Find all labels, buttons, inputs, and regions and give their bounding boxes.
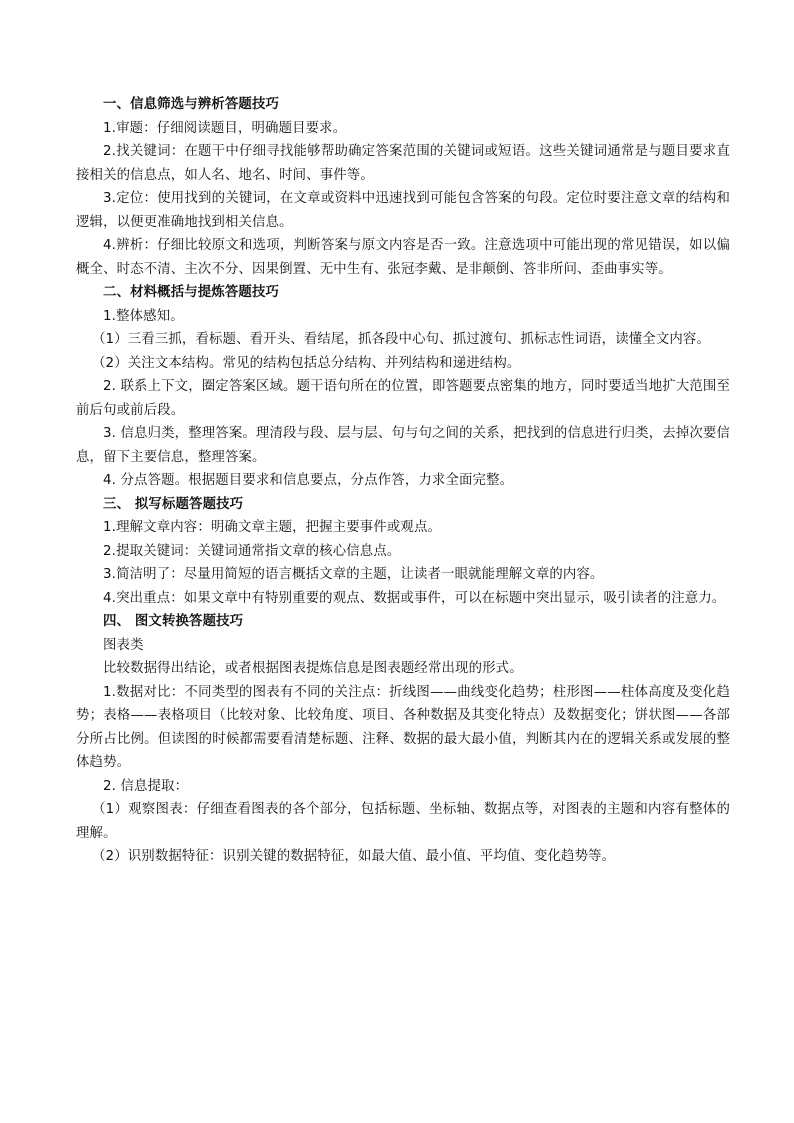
paragraph: （1）三看三抓，看标题、看开头、看结尾，抓各段中心句、抓过渡句、抓标志性词语，读懂全文内容。 bbox=[92, 332, 710, 347]
paragraph: （1）观察图表：仔细查看图表的各个部分，包括标题、坐标轴、数据点等，对图表的主题和内容有整体的理解。 bbox=[76, 802, 730, 841]
paragraph: 比较数据得出结论，或者根据图表提炼信息是图表题经常出现的形式。 bbox=[103, 661, 523, 676]
paragraph: 2. 联系上下文，圈定答案区域。题干语句所在的位置，即答题要点密集的地方，同时要适当地扩大范围至前后句或前后段。 bbox=[76, 379, 730, 418]
paragraph: 1.整体感知。 bbox=[103, 308, 184, 324]
paragraph: 4. 分点答题。根据题目要求和信息要点，分点作答，力求全面完整。 bbox=[103, 473, 514, 488]
section-heading-3: 三、 拟写标题答题技巧 bbox=[103, 496, 244, 512]
section-heading-4: 四、 图文转换答题技巧 bbox=[103, 614, 244, 629]
paragraph: （2）识别数据特征：识别关键的数据特征，如最大值、最小值、平均值、变化趋势等。 bbox=[92, 849, 616, 864]
section-heading-1: 一、信息筛选与辨析答题技巧 bbox=[103, 97, 280, 112]
paragraph: 1.理解文章内容：明确文章主题，把握主要事件或观点。 bbox=[103, 520, 442, 535]
document-body bbox=[76, 93, 730, 869]
paragraph: 图表类 bbox=[103, 637, 144, 653]
paragraph: 3.定位：使用找到的关键词，在文章或资料中迅速找到可能包含答案的句段。定位时要注意文章的结构和逻辑，以便更准确地找到相关信息。 bbox=[76, 191, 730, 230]
paragraph: 3. 信息归类，整理答案。理清段与段、层与层、句与句之间的关系，把找到的信息进行归类，去掉次要信息，留下主要信息，整理答案。 bbox=[76, 426, 730, 465]
paragraph: 3.简洁明了：尽量用简短的语言概括文章的主题，让读者一眼就能理解文章的内容。 bbox=[103, 567, 604, 582]
paragraph: 4.突出重点：如果文章中有特别重要的观点、数据或事件，可以在标题中突出显示，吸引读者的注意力。 bbox=[103, 590, 726, 606]
paragraph: 2.找关键词：在题干中仔细寻找能够帮助确定答案范围的关键词或短语。这些关键词通常是与题目要求直接相关的信息点，如人名、地名、时间、事件等。 bbox=[76, 144, 730, 183]
paragraph: 2. 信息提取： bbox=[103, 778, 189, 794]
paragraph: （2）关注文本结构。常见的结构包括总分结构、并列结构和递进结构。 bbox=[92, 355, 521, 371]
paragraph: 1.审题：仔细阅读题目，明确题目要求。 bbox=[103, 120, 347, 136]
paragraph: 2.提取关键词：关键词通常指文章的核心信息点。 bbox=[103, 543, 401, 559]
paragraph: 1.数据对比：不同类型的图表有不同的关注点：折线图——曲线变化趋势；柱形图——柱体高度及变化趋势；表格——表格项目（比较对象、比较角度、项目、各种数据及其变化特点）及数据变化；饼状图——各部分所占比例。但读图的时候都需要看清楚标题、注释、数据的最大最小值，判断其内在的逻辑关系或发展的整体趋势。 bbox=[76, 684, 730, 770]
paragraph: 4.辨析：仔细比较原文和选项，判断答案与原文内容是否一致。注意选项中可能出现的常见错误，如以偏概全、时态不清、主次不分、因果倒置、无中生有、张冠李戴、是非颠倒、答非所问、歪曲事实等。 bbox=[76, 238, 730, 277]
section-heading-2: 二、材料概括与提炼答题技巧 bbox=[103, 285, 280, 300]
